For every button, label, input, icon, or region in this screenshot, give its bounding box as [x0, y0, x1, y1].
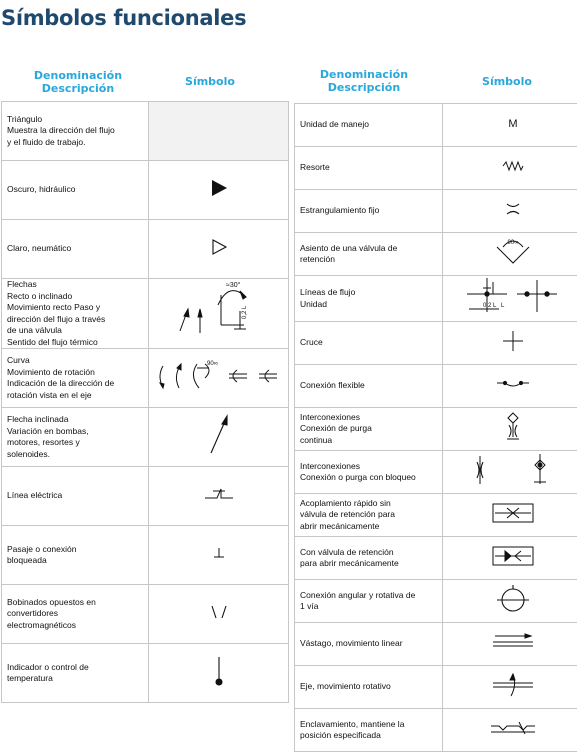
- table-row: [295, 537, 577, 580]
- symbol-cell: [443, 666, 577, 709]
- right-header-symbol: Símbolo: [482, 75, 532, 88]
- table-row: [2, 644, 289, 703]
- description-cell: [295, 451, 443, 494]
- table-row: [2, 102, 289, 161]
- temperature-indicator-icon: [213, 655, 225, 687]
- table-row: [295, 623, 577, 666]
- left-header-description: [26, 69, 130, 95]
- arrows-icon: [174, 281, 264, 341]
- description-line: Curva: [7, 355, 30, 365]
- left-header-line-2: Descripción: [41, 82, 115, 95]
- symbol-cell: [443, 623, 577, 666]
- description-line: Resorte: [300, 162, 330, 173]
- description-line: Variación en bombas,: [7, 425, 89, 436]
- left-header-symbol: Símbolo: [185, 75, 235, 88]
- description-line: Enclavamiento, mantiene la: [300, 718, 405, 729]
- description-line: Bobinados opuestos en: [7, 596, 96, 607]
- description-cell: [295, 322, 443, 365]
- filled-triangle-icon: [209, 178, 229, 198]
- description-line: válvula de retención para: [300, 509, 395, 520]
- description-line: Indicador o control de: [7, 661, 89, 672]
- description-line: Claro, neumático: [7, 243, 72, 254]
- symbol-cell: [443, 709, 577, 752]
- description-line: continua: [300, 434, 333, 445]
- symbol-cell: [443, 580, 577, 623]
- left-header-line-1: Denominación: [33, 69, 123, 82]
- description-line: Vástago, movimiento linear: [300, 638, 403, 649]
- table-row: [2, 526, 289, 585]
- right-header-line-2: Descripción: [327, 81, 401, 94]
- table-row: [2, 349, 289, 408]
- svg-text:0,2 L: 0,2 L: [241, 305, 248, 319]
- table-row: [295, 104, 577, 147]
- description-line: Cruce: [300, 337, 323, 348]
- table-row: [295, 451, 577, 494]
- table-row: [2, 220, 289, 279]
- spring-icon: [502, 160, 524, 172]
- description-cell: [2, 585, 149, 644]
- svg-text:M: M: [508, 117, 518, 130]
- symbol-cell: [149, 408, 289, 467]
- description-line: Unidad: [300, 298, 327, 309]
- table-row: [295, 233, 577, 276]
- description-line: Sentido del flujo térmico: [7, 336, 98, 347]
- description-line: Conexión o purga con bloqueo: [300, 472, 416, 482]
- table-row: [2, 585, 289, 644]
- description-cell: [2, 526, 149, 585]
- description-line: Triángulo: [7, 113, 43, 124]
- svg-text:0,2 L: 0,2 L: [483, 303, 497, 309]
- description-line: electromagnéticos: [7, 619, 76, 630]
- description-line: Conexión flexible: [300, 380, 365, 391]
- description-line: Interconexiones: [300, 411, 361, 422]
- table-row: [295, 408, 577, 451]
- flexible-connection-icon: [495, 378, 531, 390]
- rotary-connection-icon: [495, 583, 531, 615]
- description-line: rotación vista en el eje: [7, 389, 92, 400]
- description-line: Movimiento recto Paso y: [7, 302, 101, 312]
- page-title: Símbolos funcionales: [1, 6, 247, 30]
- description-cell: [295, 623, 443, 666]
- table-row: [295, 322, 577, 365]
- description-line: retención: [300, 254, 335, 264]
- detent-icon: [489, 720, 537, 736]
- flow-lines-icon: [463, 276, 563, 316]
- purge-with-lock-icon: [468, 452, 558, 488]
- description-cell: [2, 279, 149, 349]
- description-cell: [295, 537, 443, 580]
- description-cell: [295, 276, 443, 322]
- table-row: [295, 709, 577, 752]
- description-cell: [2, 161, 149, 220]
- description-line: solenoides.: [7, 448, 51, 459]
- table-row: [2, 408, 289, 467]
- linear-rod-icon: [491, 632, 535, 652]
- symbol-cell: [149, 585, 289, 644]
- description-line: abrir mecánicamente: [300, 520, 380, 531]
- continuous-purge-icon: [503, 411, 523, 443]
- svg-text:≈30°: ≈30°: [225, 282, 240, 289]
- symbol-cell: [443, 494, 577, 537]
- check-valve-seat-icon: [493, 237, 533, 267]
- symbol-cell: [149, 161, 289, 220]
- electric-line-icon: [203, 486, 235, 502]
- description-cell: [295, 580, 443, 623]
- description-line: Movimiento de rotación: [7, 366, 95, 377]
- description-line: Con válvula de retención: [300, 546, 394, 557]
- description-line: Línea eléctrica: [7, 490, 63, 501]
- description-cell: [2, 408, 149, 467]
- quick-coupling-icon: [491, 502, 535, 524]
- symbol-cell: [443, 537, 577, 580]
- symbol-cell: [443, 408, 577, 451]
- symbol-cell: [149, 644, 289, 703]
- description-cell: [295, 190, 443, 233]
- description-cell: [2, 349, 149, 408]
- description-cell: [2, 102, 149, 161]
- description-line: y el fluido de trabajo.: [7, 136, 86, 147]
- blocked-connection-icon: [212, 546, 226, 560]
- fixed-throttle-icon: [505, 201, 521, 217]
- svg-text:90∞: 90∞: [206, 360, 218, 367]
- description-line: Interconexiones: [300, 460, 361, 471]
- curved-arrows-icon: [155, 356, 283, 396]
- svg-text:L: L: [501, 303, 505, 309]
- symbol-cell: [443, 322, 577, 365]
- symbol-cell: [443, 104, 577, 147]
- symbol-cell: [443, 233, 577, 276]
- symbol-cell: [149, 349, 289, 408]
- table-row: [2, 279, 289, 349]
- description-line: Líneas de flujo: [300, 287, 356, 297]
- table-row: [2, 467, 289, 526]
- description-cell: [295, 365, 443, 408]
- description-line: Pasaje o conexión: [7, 543, 77, 554]
- inclined-arrow-icon: [207, 413, 231, 457]
- description-line: Eje, movimiento rotativo: [300, 681, 391, 692]
- description-line: posición especificada: [300, 730, 381, 740]
- right-symbols-table: [294, 103, 577, 752]
- table-row: [295, 276, 577, 322]
- description-line: Unidad de manejo: [300, 119, 369, 130]
- symbol-cell: [443, 147, 577, 190]
- description-line: Flecha inclinada: [7, 414, 69, 424]
- symbol-cell: [149, 526, 289, 585]
- description-line: bloqueada: [7, 555, 47, 565]
- description-cell: [295, 233, 443, 276]
- left-symbols-table: [1, 101, 289, 703]
- description-line: Oscuro, hidráulico: [7, 184, 76, 195]
- table-row: [295, 365, 577, 408]
- table-row: [295, 580, 577, 623]
- description-line: Recto o inclinado: [7, 290, 73, 301]
- quick-coupling-check-icon: [491, 545, 535, 567]
- description-line: convertidores: [7, 608, 59, 619]
- table-row: [295, 190, 577, 233]
- description-line: 1 vía: [300, 601, 319, 611]
- description-line: Asiento de una válvula de: [300, 242, 398, 253]
- description-line: Conexión de purga: [300, 423, 372, 434]
- drive-unit-icon: [506, 116, 520, 130]
- opposed-windings-icon: [209, 604, 229, 620]
- description-cell: [2, 220, 149, 279]
- symbol-cell: [443, 365, 577, 408]
- description-cell: [295, 408, 443, 451]
- crossing-icon: [501, 329, 525, 353]
- hollow-triangle-icon: [209, 237, 229, 257]
- description-cell: [295, 709, 443, 752]
- symbol-cell: [443, 451, 577, 494]
- description-cell: [295, 147, 443, 190]
- right-header-description: [312, 68, 416, 94]
- description-line: Conexión angular y rotativa de: [300, 589, 416, 600]
- table-row: [2, 161, 289, 220]
- description-line: Flechas: [7, 279, 37, 289]
- description-line: Acoplamiento rápido sin: [300, 497, 391, 508]
- description-cell: [295, 104, 443, 147]
- symbol-cell: [149, 220, 289, 279]
- description-line: dirección del flujo a través: [7, 313, 106, 324]
- description-line: Estrangulamiento fijo: [300, 205, 380, 216]
- symbol-cell: [149, 467, 289, 526]
- description-line: temperatura: [7, 673, 53, 683]
- table-row: [295, 494, 577, 537]
- description-cell: [295, 494, 443, 537]
- description-line: para abrir mecánicamente: [300, 558, 399, 568]
- description-line: Muestra la dirección del flujo: [7, 125, 115, 136]
- description-cell: [2, 467, 149, 526]
- right-header-line-1: Denominación: [319, 68, 409, 81]
- symbol-cell: [443, 276, 577, 322]
- rotary-shaft-icon: [491, 670, 535, 700]
- symbol-cell: [149, 279, 289, 349]
- table-row: [295, 666, 577, 709]
- symbol-cell: [149, 102, 289, 161]
- description-cell: [2, 644, 149, 703]
- symbol-cell: [443, 190, 577, 233]
- table-row: [295, 147, 577, 190]
- description-cell: [295, 666, 443, 709]
- description-line: Indicación de la dirección de: [7, 378, 115, 388]
- description-line: motores, resortes y: [7, 437, 80, 447]
- svg-text:90∞: 90∞: [507, 239, 519, 246]
- description-line: de una válvula: [7, 325, 62, 335]
